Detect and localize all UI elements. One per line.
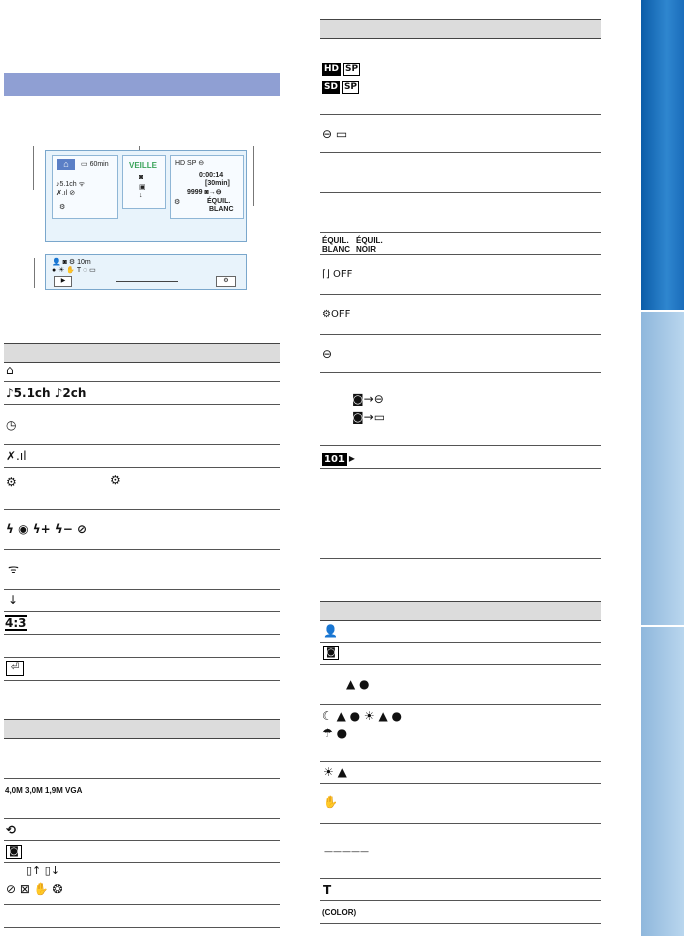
battery-indicator: ▭ 60min [81, 161, 109, 168]
sp-badge: SP [343, 82, 358, 92]
audio-indicator: ♪5.1ch ᯤ [56, 181, 85, 188]
camera-icon: ◙ [139, 174, 144, 181]
media-select-icon: ⊖ ▭ [322, 127, 348, 141]
play-button-icon: ▶ [54, 276, 72, 287]
mode-icons: ● ☀ ✋ T ◌ ▭ [52, 267, 96, 274]
table-header-right-a [320, 19, 601, 39]
gps-icon: ✗.ıl ⊘ [56, 190, 76, 197]
steadyshot-icon: ◙ [6, 845, 22, 859]
hd-sp-quality-icon [322, 60, 362, 76]
wb-label-2: BLANC [209, 206, 234, 213]
face-setting-icon: ⚙ [6, 475, 17, 489]
lcd-right-panel [170, 155, 244, 219]
white-balance-white-icon [322, 236, 350, 254]
image-size-icon: 4,0M 3,0M 1,9M VGA [5, 786, 83, 795]
wb-off-icon: ⚙ [174, 199, 181, 206]
leader-line [253, 146, 254, 206]
leader-line [34, 258, 35, 288]
sidebar-tab-1[interactable] [641, 0, 684, 310]
timer-value: 10m [77, 259, 91, 266]
remaining-time: [30min] [205, 180, 230, 187]
scene-landscape-portrait-icon: ▲ ● [346, 677, 370, 691]
gps-signal-icon: ✗.ıl [6, 449, 27, 463]
repeat-icon: ⟲ [6, 823, 17, 837]
exposure-pair-icon: ▯↑ ▯↓ [26, 864, 61, 877]
scene-icons: 👤 ◙ ⚙ 10m [52, 259, 91, 266]
zoom-bar-icon: ————— [324, 847, 369, 857]
folder-icon: 101 ▸ [324, 451, 355, 465]
leader-line [33, 146, 34, 190]
exposure-icon: ↓ [8, 593, 19, 607]
sd-sp-quality-icon [322, 78, 361, 94]
wb-white-line1: ÉQUIL. [322, 236, 349, 245]
time-code: 0:00:14 [199, 172, 224, 179]
wb-label-1: ÉQUIL. [207, 198, 231, 205]
wb-off-icon: ⚙OFF [322, 309, 351, 320]
lcd-off-icon: ⌈⌋ OFF [322, 269, 353, 280]
lcd-left-panel [52, 155, 118, 219]
zoom-bar [116, 281, 178, 282]
option-button-icon: ⚙ [216, 276, 236, 287]
scene-modes-icons: ☾ ▲ ● ☀ ▲ ● ☂ ● [322, 709, 402, 740]
battery-time: 60min [89, 161, 109, 168]
wb-black-line2: NOIR [356, 245, 376, 254]
wb-black-line1: ÉQUIL. [356, 236, 383, 245]
sp-badge: SP [345, 64, 359, 74]
wb-white-line2: BLANC [322, 245, 350, 254]
sd-badge: SD [324, 82, 338, 92]
photo-to-hdd-icon: ◙→⊖ [352, 392, 384, 406]
lcd-center-panel [122, 155, 166, 209]
hd-sp-icon: HD SP ⊖ [175, 160, 205, 167]
audio-mode: 5.1ch [59, 181, 77, 188]
lcd-bottom-bar [45, 254, 247, 290]
lcd-screen-diagram [45, 150, 247, 242]
audio-mode-icon: ♪5.1ch ♪2ch [6, 386, 87, 400]
table-header-left-b [4, 719, 280, 739]
tele-macro-icon: T [323, 883, 332, 897]
table-header-right-b [320, 601, 601, 621]
color-mode-icon: (COLOR) [322, 908, 357, 917]
aspect-ratio-icon: 4:3 [5, 616, 27, 630]
flash-mode-icon: ϟ ◉ ϟ+ ϟ− ⊘ [6, 522, 88, 536]
home-icon: ⌂ [57, 159, 75, 170]
off-settings-icons: ⊘ ⊠ ✋ ❂ [6, 882, 63, 896]
photo-count: 9999 [187, 189, 203, 196]
return-icon: ⏎ [6, 661, 24, 676]
hd-badge: HD [324, 64, 340, 74]
self-timer-icon: ◷ [6, 418, 17, 432]
face-setting-alt-icon: ⚙ [110, 473, 121, 487]
sidebar-tab-3[interactable] [641, 627, 684, 936]
table-header-left-a [4, 343, 280, 363]
section-banner [4, 73, 280, 96]
face-detect-icon: 👤 [323, 624, 338, 638]
hdd-icon: ⊖ [322, 347, 333, 361]
steady-off-icon: ✋ [323, 795, 338, 809]
white-balance-black-icon [356, 236, 383, 254]
folder-number: 101 [324, 454, 345, 465]
photo-counter: 9999 ◙→⊖ [187, 189, 222, 196]
home-icon: ⌂ [6, 363, 14, 377]
white-balance-icons: ☀ ▲ [323, 765, 347, 779]
sidebar-tab-2[interactable] [641, 312, 684, 625]
setting-icon: ⚙ [59, 204, 66, 211]
wifi-icon: ᯤ [8, 562, 19, 576]
exposure-icon: ↓ [139, 192, 143, 199]
photo-to-card-icon: ◙→▭ [352, 410, 386, 424]
standby-status: VEILLE [129, 161, 158, 170]
steady-icon: ▣ [139, 184, 146, 191]
spot-meter-icon: ◙ [323, 646, 339, 660]
